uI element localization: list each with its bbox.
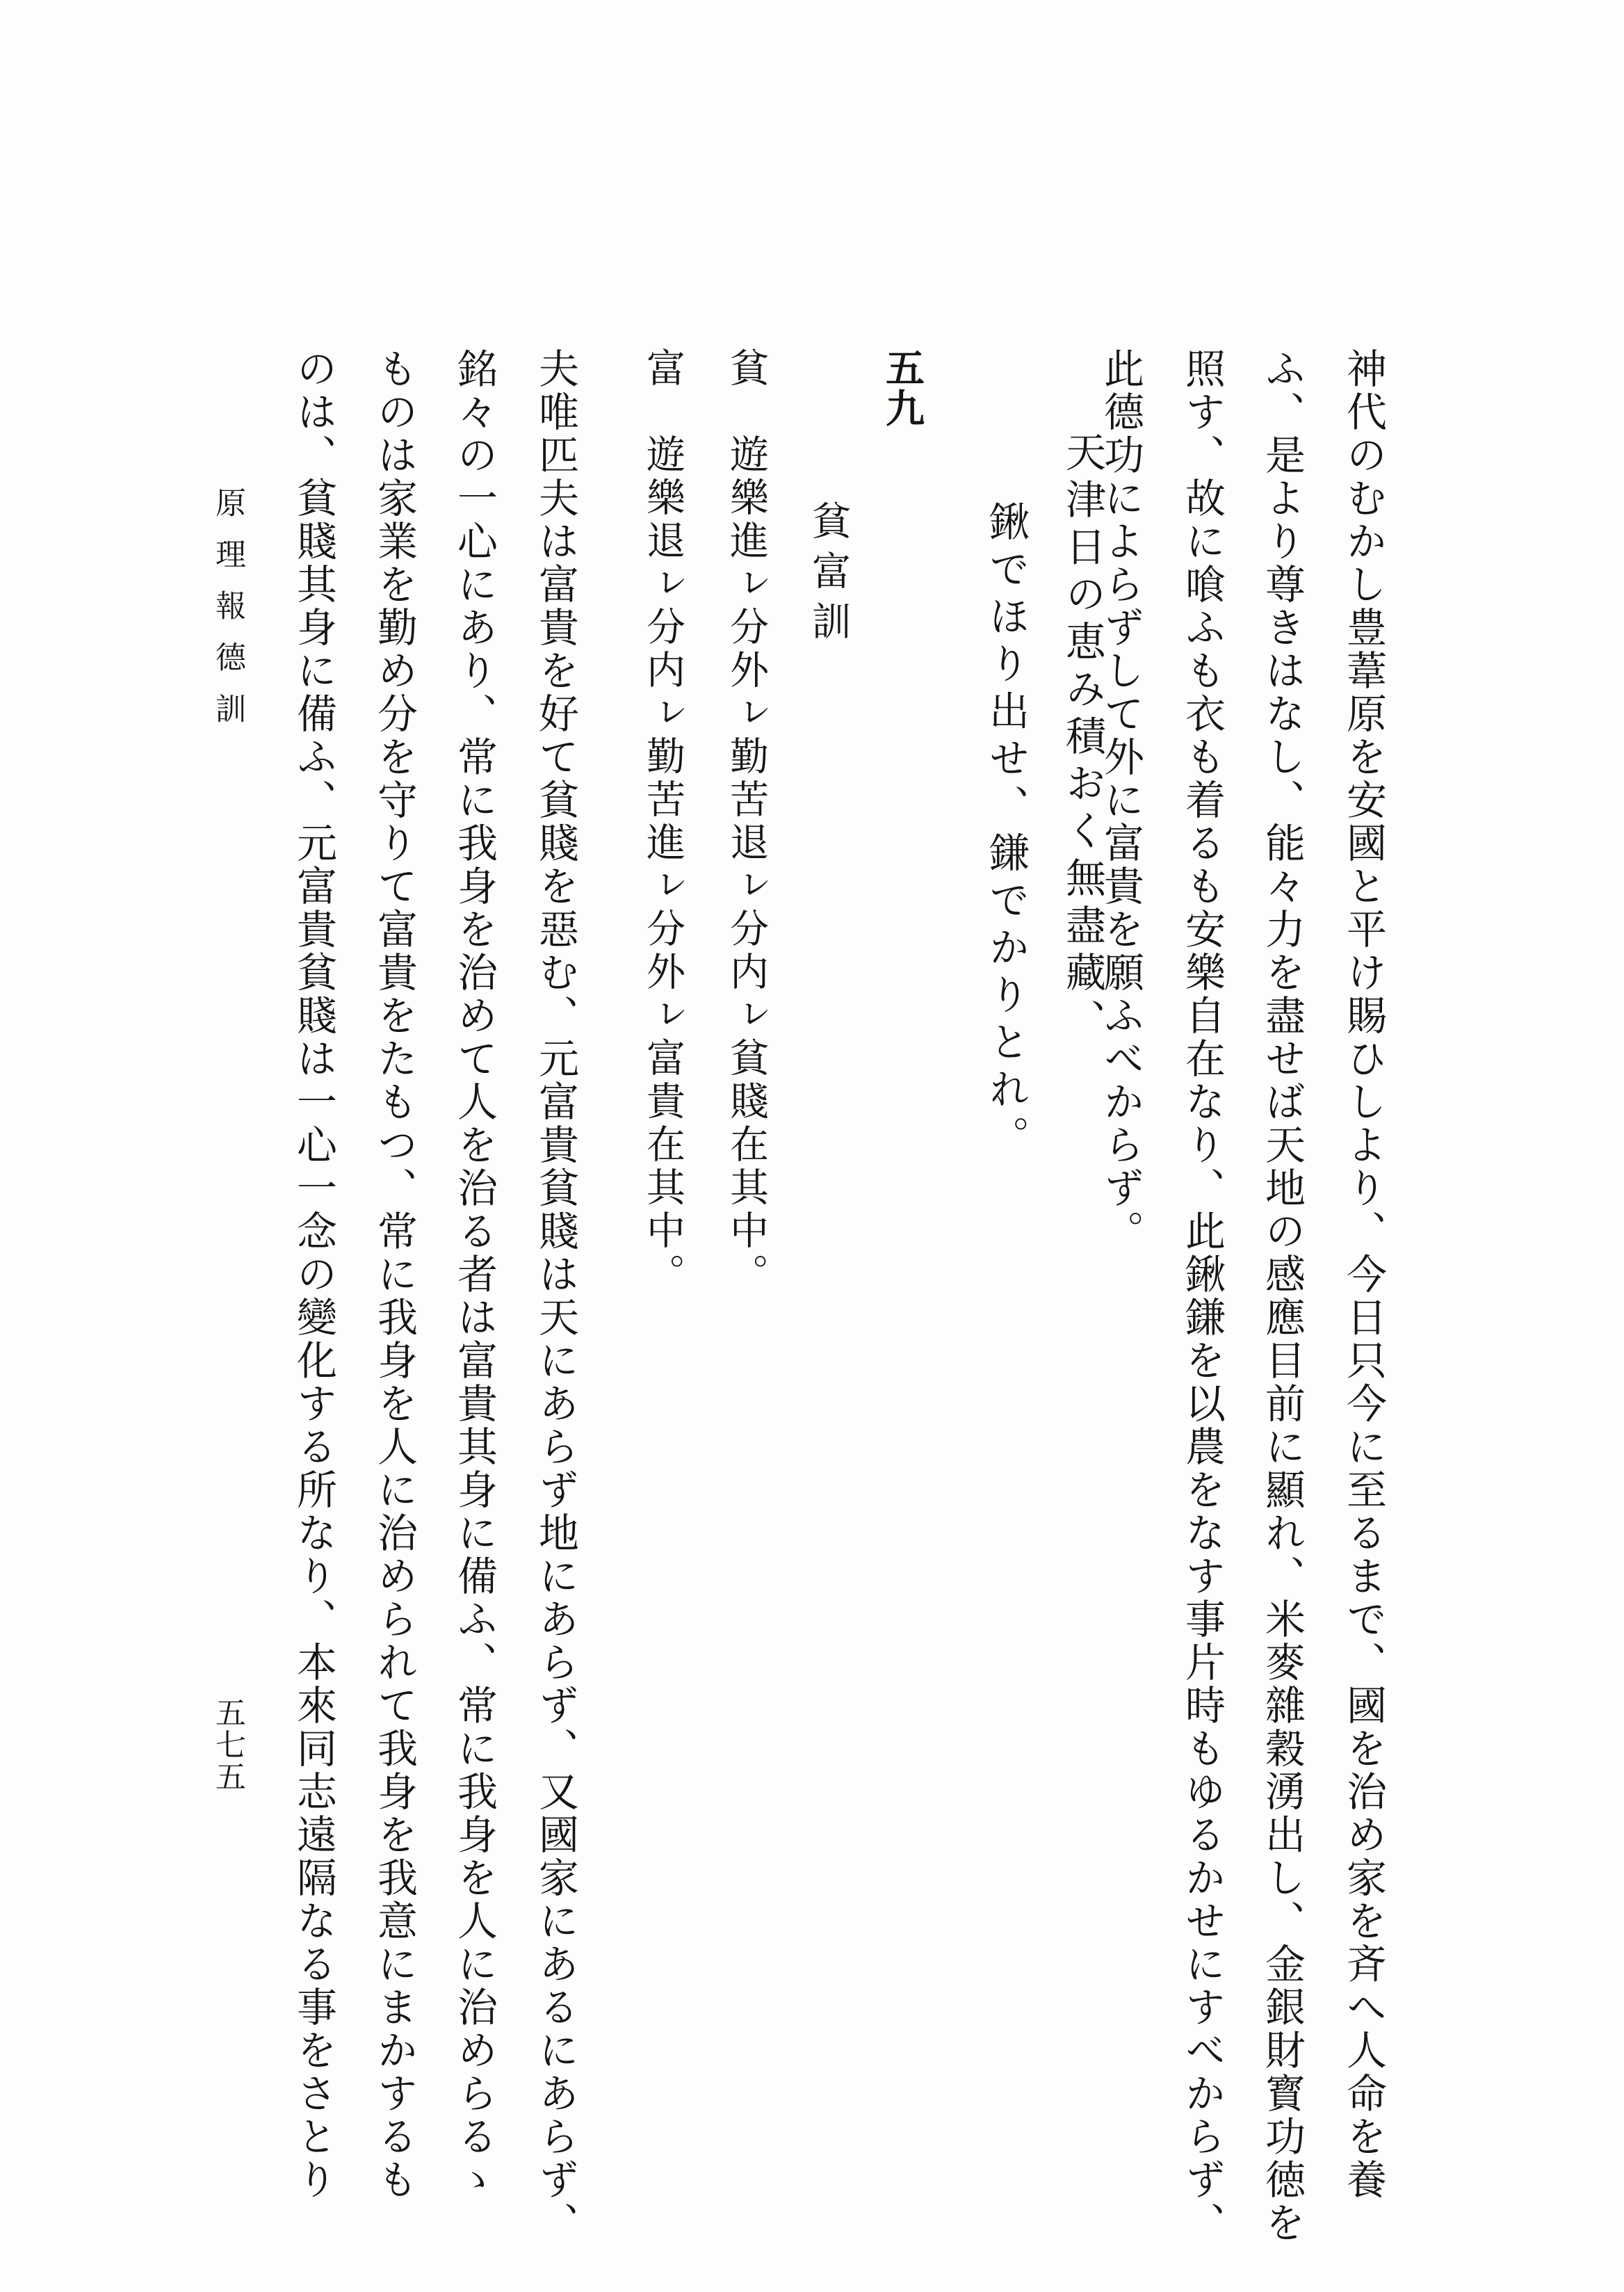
section-title: 貧富訓 bbox=[806, 501, 851, 651]
text-column: のは、貧賤其身に備ふ、元富貴貧賤は一心一念の變化する所なり、本來同志遠隔なる事をさとり bbox=[290, 348, 337, 2202]
running-title: 原理報德訓 bbox=[210, 487, 245, 744]
text-column: 夫唯匹夫は富貴を好て貧賤を惡む、元富貴貧賤は天にあらず地にあらず、又國家にあるにあらず、 bbox=[532, 348, 579, 2245]
section-number: 五九 bbox=[879, 348, 925, 428]
text-column: ものは家業を勤め分を守りて富貴をたもつ、常に我身を人に治められて我身を我意にまかするも bbox=[371, 348, 418, 2202]
page-number: 五七五 bbox=[210, 1697, 245, 1793]
poem-line: 天津日の恵み積おく無盡藏、 bbox=[1059, 431, 1106, 1046]
text-column: ふ、是より尊きはなし、能々力を盡せば天地の感應目前に顯れ、米麥雜穀湧出し、金銀財寳功徳を bbox=[1258, 348, 1306, 2245]
text-column: 銘々の一心にあり、常に我身を治めて人を治る者は富貴其身に備ふ、常に我身を人に治めらるゝ bbox=[450, 348, 498, 2202]
formula-line-poor: 貧 遊樂進ㇾ分外ㇾ勤苦退ㇾ分内ㇾ貧賤在其中。 bbox=[724, 348, 769, 1296]
text-column: 此德功によらずして外に富貴を願ふべからず。 bbox=[1097, 348, 1144, 1253]
text-column: 神代のむかし豊葦原を安國と平け賜ひしより、今日只今に至るまで、國を治め家を斉へ人命を養 bbox=[1340, 348, 1387, 2202]
poem-line: 鍬でほり出せ、鎌でかりとれ。 bbox=[982, 501, 1030, 1163]
formula-line-rich: 富 遊樂退ㇾ分内ㇾ勤苦進ㇾ分外ㇾ富貴在其中。 bbox=[640, 348, 685, 1296]
text-column: 照す、故に喰ふも衣も着るも安樂自在なり、此鍬鎌を以農をなす事片時もゆるかせにすべからず、 bbox=[1178, 348, 1226, 2245]
